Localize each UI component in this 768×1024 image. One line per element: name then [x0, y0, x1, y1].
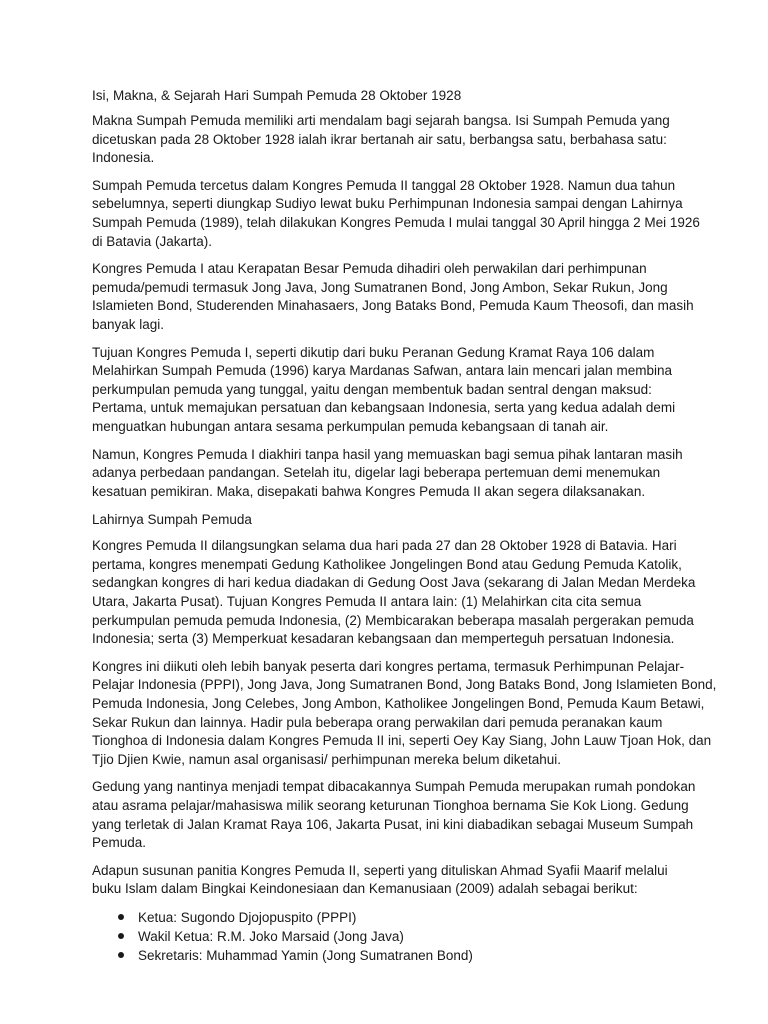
text-line: pertama, kongres menempati Gedung Katholikee Jongelingen Bond atau Gedung Pemuda Katolik, [92, 556, 682, 572]
text-line: Sumpah Pemuda tercetus dalam Kongres Pemuda II tanggal 28 Oktober 1928. Namun dua tahun [92, 177, 676, 193]
text-line: Tjio Djien Kwie, namun asal organisasi/ perhimpunan mereka belum diketahui. [92, 751, 561, 767]
text-line: Namun, Kongres Pemuda I diakhiri tanpa hasil yang memuaskan bagi semua pihak lantaran masih [92, 446, 683, 462]
intro-section [92, 112, 700, 501]
text-line: Kongres ini diikuti oleh lebih banyak peserta dari kongres pertama, termasuk Perhimpunan Pelajar- [92, 658, 685, 674]
text-line: menguatkan hubungan antara sesama perkumpulan pemuda kebangsaan di tanah air. [92, 418, 609, 434]
text-line: buku Islam dalam Bingkai Keindonesiaan dan Kemanusiaan (2009) adalah sebagai berikut: [92, 881, 638, 897]
text-line: perkumpulan pemuda pemuda Indonesia, (2) Membicarakan beberapa masalah pergerakan pemuda [92, 612, 694, 628]
text-line: Tionghoa di Indonesia dalam Kongres Pemuda II ini, seperti Oey Kay Siang, John Lauw Tjoan Hok, dan [92, 733, 712, 749]
text-line: di Batavia (Jakarta). [92, 233, 213, 249]
text-line: Indonesia; serta (3) Memperkuat kesadaran kebangsaan dan memperteguh persatuan Indonesia. [92, 631, 675, 647]
text-line: atau asrama pelajar/mahasiswa milik seorang keturunan Tionghoa bernama Sie Kok Liong. Gedung [92, 798, 689, 813]
text-line: Pelajar Indonesia (PPPI), Jong Java, Jong Sumatranen Bond, Jong Bataks Bond, Jong Islamieten Bond, [92, 677, 717, 693]
document-title: Isi, Makna, & Sejarah Hari Sumpah Pemuda 28 Oktober 1928 [92, 88, 462, 103]
text-line: Kongres Pemuda II dilangsungkan selama dua hari pada 27 dan 28 Oktober 1928 di Batavia. Hari [92, 538, 677, 554]
text-line: Indonesia. [92, 150, 155, 166]
document-page [92, 86, 717, 965]
list-item [118, 927, 682, 946]
text-line: Kongres Pemuda I atau Kerapatan Besar Pemuda dihadiri oleh perwakilan dari perhimpunan [92, 261, 647, 277]
bullet-icon [118, 952, 124, 958]
list-item-text: Ketua: Sugondo Djojopuspito (PPPI) [138, 909, 357, 925]
text-line: dicetuskan pada 28 Oktober 1928 ialah ikrar bertanah air satu, berbangsa satu, berbahasa satu: [92, 131, 667, 147]
bullet-icon [118, 914, 124, 920]
committee-list [92, 908, 682, 965]
list-item-text: Wakil Ketua: R.M. Joko Marsaid (Jong Java) [138, 928, 404, 944]
text-line: kesatuan pemikiran. Maka, disepakati bahwa Kongres Pemuda II akan segera dilaksanakan. [92, 483, 646, 499]
paragraph [92, 260, 694, 334]
text-line: Pemuda Indonesia, Jong Celebes, Jong Ambon, Katholikee Jongelingen Bond, Pemuda Kaum Betawi, [92, 696, 705, 712]
text-line: sebelumnya, seperti diungkap Sudiyo lewat buku Perhimpunan Indonesia sampai dengan Lahirnya [92, 196, 683, 212]
history-section [92, 537, 717, 899]
section-heading: Lahirnya Sumpah Pemuda [92, 512, 252, 528]
text-line: banyak lagi. [92, 316, 165, 332]
text-line: Pertama, untuk memajukan persatuan dan kebangsaan Indonesia, serta yang kedua adalah demi [92, 400, 676, 416]
text-line: pemuda/pemudi termasuk Jong Java, Jong Sumatranen Bond, Jong Ambon, Sekar Rukun, Jong [92, 279, 668, 295]
text-line: Sekar Rukun dan lainnya. Hadir pula beberapa orang perwakilan dari pemuda peranakan kaum [92, 714, 663, 730]
list-item [118, 908, 682, 927]
text-line: Sumpah Pemuda (1989), telah dilakukan Kongres Pemuda I mulai tanggal 30 April hingga 2 Mei 1926 [92, 214, 700, 230]
list-item-text: Sekretaris: Muhammad Yamin (Jong Sumatranen Bond) [138, 947, 473, 963]
list-item [118, 946, 682, 965]
paragraph [92, 344, 682, 437]
text-line: Utara, Jakarta Pusat). Tujuan Kongres Pemuda II antara lain: (1) Melahirkan cita cita semua [92, 594, 642, 610]
text-line: Makna Sumpah Pemuda memiliki arti mendalam bagi sejarah bangsa. Isi Sumpah Pemuda yang [92, 113, 670, 128]
text-line: Islamieten Bond, Studerenden Minahasaers, Jong Bataks Bond, Pemuda Kaum Theosofi, dan masih [92, 298, 694, 314]
paragraph [92, 862, 682, 899]
bullet-icon [118, 933, 124, 939]
paragraph [92, 778, 696, 852]
paragraph [92, 537, 696, 649]
text-line: yang terletak di Jalan Kramat Raya 106, Jakarta Pusat, ini kini diabadikan sebagai Museum Sumpah [92, 816, 694, 832]
text-line: perkumpulan pemuda yang tunggal, yaitu dengan membentuk badan sentral dengan maksud: [92, 381, 652, 397]
paragraph [92, 446, 682, 502]
text-line: sedangkan kongres di hari kedua diadakan di Gedung Oost Java (sekarang di Jalan Medan Merdeka [92, 575, 696, 591]
text-line: adanya perbedaan pandangan. Setelah itu, digelar lagi beberapa pertemuan demi menemukan [92, 465, 661, 481]
text-line: Tujuan Kongres Pemuda I, seperti dikutip dari buku Peranan Gedung Kramat Raya 106 dalam [92, 344, 655, 360]
text-line: Adapun susunan panitia Kongres Pemuda II, seperti yang dituliskan Ahmad Syafii Maarif melalui [92, 862, 668, 878]
paragraph [92, 658, 717, 770]
paragraph [92, 177, 700, 251]
text-line: Gedung yang nantinya menjadi tempat dibacakannya Sumpah Pemuda merupakan rumah pondokan [92, 779, 696, 795]
paragraph [92, 112, 682, 168]
text-line: Pemuda. [92, 835, 147, 851]
text-line: Melahirkan Sumpah Pemuda (1996) karya Mardanas Safwan, antara lain mencari jalan membina [92, 363, 673, 379]
